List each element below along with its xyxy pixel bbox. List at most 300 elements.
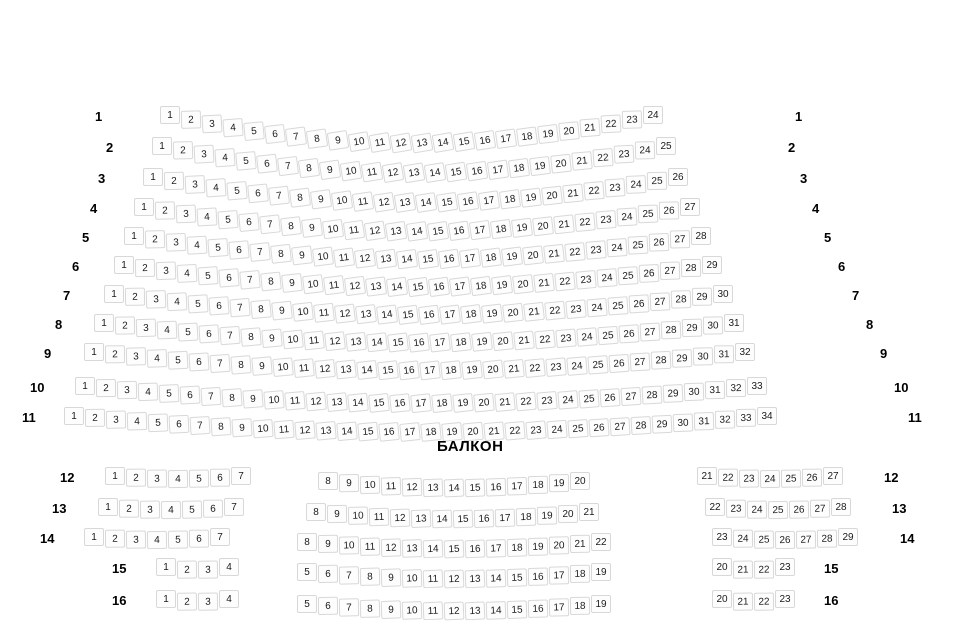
seat[interactable]: 12 [402, 478, 423, 497]
seat[interactable]: 12 [334, 303, 356, 323]
seat[interactable]: 20 [550, 154, 572, 174]
seat[interactable]: 17 [410, 393, 432, 413]
seat[interactable]: 16 [398, 360, 420, 380]
seat[interactable]: 20 [512, 274, 534, 294]
seat[interactable]: 9 [301, 218, 323, 238]
seat[interactable]: 4 [187, 236, 208, 255]
seat[interactable]: 8 [250, 299, 272, 319]
seat[interactable]: 20 [473, 393, 495, 413]
seat[interactable]: 3 [156, 261, 177, 280]
seat[interactable]: 30 [684, 382, 705, 401]
seat[interactable]: 31 [705, 381, 725, 399]
seat[interactable]: 21 [570, 535, 590, 553]
seat[interactable]: 10 [340, 161, 363, 182]
seat[interactable]: 15 [507, 600, 528, 619]
seat[interactable]: 22 [592, 148, 613, 167]
seat[interactable]: 23 [575, 270, 597, 290]
seat[interactable]: 7 [239, 270, 261, 290]
seat[interactable]: 6 [208, 296, 229, 315]
seat[interactable]: 28 [831, 498, 851, 516]
seat[interactable]: 10 [272, 357, 294, 377]
seat[interactable]: 10 [348, 131, 371, 152]
seat[interactable]: 1 [98, 498, 118, 516]
seat[interactable]: 7 [339, 566, 359, 584]
seat[interactable]: 14 [406, 221, 428, 242]
seat[interactable]: 18 [570, 597, 590, 615]
seat[interactable]: 20 [541, 186, 563, 206]
seat[interactable]: 24 [626, 175, 647, 194]
seat[interactable]: 4 [177, 264, 198, 283]
seat[interactable]: 3 [106, 410, 126, 428]
seat[interactable]: 1 [84, 528, 104, 546]
seat[interactable]: 13 [335, 359, 357, 379]
seat[interactable]: 21 [553, 214, 575, 234]
seat[interactable]: 7 [219, 326, 240, 345]
seat[interactable]: 24 [596, 268, 617, 288]
seat[interactable]: 33 [747, 377, 767, 395]
seat[interactable]: 28 [681, 259, 701, 277]
seat[interactable]: 18 [499, 189, 521, 210]
seat[interactable]: 19 [520, 187, 542, 207]
seat[interactable]: 23 [739, 470, 759, 488]
seat[interactable]: 3 [140, 501, 160, 519]
seat[interactable]: 24 [733, 530, 753, 548]
seat[interactable]: 2 [96, 379, 116, 397]
seat[interactable]: 5 [297, 563, 317, 581]
seat[interactable]: 11 [352, 191, 374, 212]
seat[interactable]: 4 [222, 118, 243, 137]
seat[interactable]: 3 [202, 114, 223, 133]
seat[interactable]: 23 [622, 110, 643, 129]
seat[interactable]: 23 [604, 178, 625, 197]
seat[interactable]: 11 [360, 537, 381, 556]
seat[interactable]: 32 [726, 379, 746, 397]
seat[interactable]: 13 [465, 601, 486, 620]
seat[interactable]: 19 [537, 124, 559, 144]
seat[interactable]: 8 [240, 327, 261, 347]
seat[interactable]: 13 [345, 332, 367, 352]
seat[interactable]: 11 [369, 508, 390, 527]
seat[interactable]: 21 [733, 593, 753, 611]
seat[interactable]: 8 [360, 599, 381, 618]
seat[interactable]: 17 [419, 360, 441, 380]
seat[interactable]: 19 [511, 218, 533, 238]
seat[interactable]: 18 [516, 126, 538, 146]
seat[interactable]: 15 [445, 162, 468, 183]
seat[interactable]: 12 [373, 192, 396, 213]
seat[interactable]: 21 [533, 273, 555, 293]
seat[interactable]: 25 [607, 296, 628, 315]
seat[interactable]: 4 [167, 292, 188, 311]
seat[interactable]: 10 [360, 476, 380, 494]
seat[interactable]: 20 [570, 472, 590, 490]
seat[interactable]: 21 [562, 183, 584, 203]
seat[interactable]: 12 [390, 509, 411, 528]
seat[interactable]: 25 [656, 137, 676, 155]
seat[interactable]: 26 [599, 388, 620, 407]
seat[interactable]: 9 [281, 273, 303, 293]
seat[interactable]: 15 [368, 393, 390, 413]
seat[interactable]: 16 [418, 305, 440, 325]
seat[interactable]: 9 [319, 159, 341, 180]
seat[interactable]: 13 [355, 304, 377, 324]
seat[interactable]: 9 [251, 356, 272, 376]
seat[interactable]: 8 [221, 388, 242, 407]
seat[interactable]: 17 [507, 477, 528, 496]
seat[interactable]: 8 [230, 355, 251, 375]
seat[interactable]: 16 [528, 567, 549, 586]
seat[interactable]: 21 [579, 118, 600, 137]
seat[interactable]: 25 [587, 355, 608, 375]
seat[interactable]: 21 [697, 467, 717, 485]
seat[interactable]: 12 [382, 162, 405, 183]
seat[interactable]: 21 [571, 151, 593, 171]
seat[interactable]: 6 [238, 212, 260, 232]
seat[interactable]: 3 [136, 319, 157, 338]
seat[interactable]: 27 [796, 531, 816, 549]
seat[interactable]: 17 [486, 539, 507, 558]
seat[interactable]: 8 [360, 567, 381, 586]
seat[interactable]: 1 [124, 227, 144, 245]
seat[interactable]: 27 [823, 467, 843, 485]
seat[interactable]: 17 [429, 332, 451, 352]
seat[interactable]: 30 [693, 347, 713, 366]
seat[interactable]: 24 [566, 356, 587, 376]
seat[interactable]: 31 [724, 314, 744, 332]
seat[interactable]: 4 [138, 382, 159, 401]
seat[interactable]: 16 [378, 422, 400, 442]
seat[interactable]: 3 [198, 561, 218, 579]
seat[interactable]: 7 [277, 156, 299, 176]
seat[interactable]: 19 [549, 474, 569, 492]
seat[interactable]: 32 [715, 410, 735, 428]
seat[interactable]: 6 [210, 469, 230, 487]
seat[interactable]: 24 [606, 238, 627, 257]
seat[interactable]: 16 [465, 539, 486, 558]
seat[interactable]: 7 [200, 387, 221, 406]
seat[interactable]: 1 [143, 168, 163, 186]
seat[interactable]: 10 [402, 569, 423, 588]
seat[interactable]: 12 [381, 538, 402, 557]
seat[interactable]: 22 [705, 498, 725, 516]
seat[interactable]: 13 [365, 276, 387, 296]
seat[interactable]: 26 [588, 418, 609, 437]
seat[interactable]: 21 [503, 359, 525, 379]
seat[interactable]: 16 [466, 161, 489, 182]
seat[interactable]: 23 [775, 558, 795, 576]
seat[interactable]: 7 [210, 528, 230, 546]
seat[interactable]: 27 [810, 500, 830, 518]
seat[interactable]: 33 [736, 409, 756, 427]
seat[interactable]: 9 [381, 568, 402, 587]
seat[interactable]: 23 [585, 240, 606, 260]
seat[interactable]: 4 [219, 590, 239, 608]
seat[interactable]: 1 [104, 285, 124, 303]
seat[interactable]: 2 [126, 469, 146, 487]
seat[interactable]: 26 [618, 324, 639, 343]
seat[interactable]: 20 [482, 359, 504, 379]
seat[interactable]: 22 [564, 242, 586, 262]
seat[interactable]: 13 [385, 221, 407, 242]
seat[interactable]: 24 [616, 207, 637, 226]
seat[interactable]: 8 [306, 503, 326, 521]
seat[interactable]: 16 [389, 393, 411, 413]
seat[interactable]: 22 [754, 561, 774, 579]
seat[interactable]: 1 [156, 590, 176, 608]
seat[interactable]: 9 [327, 505, 347, 523]
seat[interactable]: 4 [214, 148, 235, 167]
seat[interactable]: 1 [152, 137, 172, 155]
seat[interactable]: 22 [554, 272, 576, 292]
seat[interactable]: 24 [576, 327, 597, 347]
seat[interactable]: 16 [528, 599, 549, 618]
seat[interactable]: 15 [453, 131, 476, 152]
seat[interactable]: 15 [507, 568, 528, 587]
seat[interactable]: 10 [322, 219, 344, 240]
seat[interactable]: 7 [224, 498, 244, 516]
seat[interactable]: 27 [680, 198, 700, 216]
seat[interactable]: 21 [579, 503, 599, 521]
seat[interactable]: 30 [673, 413, 694, 432]
seat[interactable]: 8 [289, 187, 311, 207]
seat[interactable]: 22 [515, 392, 537, 412]
seat[interactable]: 29 [672, 349, 693, 368]
seat[interactable]: 32 [735, 343, 755, 361]
seat[interactable]: 7 [285, 126, 307, 146]
seat[interactable]: 6 [180, 386, 201, 405]
seat[interactable]: 2 [125, 288, 145, 306]
seat[interactable]: 19 [441, 422, 463, 442]
seat[interactable]: 23 [595, 210, 616, 229]
seat[interactable]: 19 [528, 537, 549, 556]
seat[interactable]: 11 [303, 330, 325, 350]
seat[interactable]: 28 [671, 290, 692, 309]
seat[interactable]: 17 [487, 159, 509, 180]
seat[interactable]: 19 [537, 506, 557, 524]
seat[interactable]: 8 [280, 216, 302, 236]
seat[interactable]: 20 [549, 536, 569, 554]
seat[interactable]: 19 [452, 393, 474, 413]
seat[interactable]: 13 [411, 132, 434, 153]
seat[interactable]: 1 [105, 467, 125, 485]
seat[interactable]: 15 [436, 192, 459, 213]
seat[interactable]: 16 [448, 220, 470, 241]
seat[interactable]: 19 [481, 303, 503, 323]
seat[interactable]: 17 [549, 598, 569, 616]
seat[interactable]: 16 [408, 332, 430, 352]
seat[interactable]: 8 [298, 158, 320, 179]
seat[interactable]: 20 [522, 245, 544, 265]
seat[interactable]: 19 [491, 275, 513, 295]
seat[interactable]: 16 [486, 478, 507, 497]
seat[interactable]: 10 [402, 601, 423, 620]
seat[interactable]: 6 [256, 154, 278, 174]
seat[interactable]: 12 [444, 602, 465, 621]
seat[interactable]: 5 [243, 121, 265, 141]
seat[interactable]: 17 [399, 422, 421, 442]
seat[interactable]: 6 [189, 530, 209, 548]
seat[interactable]: 15 [453, 510, 474, 529]
seat[interactable]: 18 [440, 360, 462, 380]
seat[interactable]: 29 [652, 415, 673, 434]
seat[interactable]: 14 [347, 393, 369, 413]
seat[interactable]: 25 [617, 266, 638, 285]
seat[interactable]: 25 [638, 205, 659, 224]
seat[interactable]: 18 [490, 219, 512, 240]
seat[interactable]: 20 [502, 303, 524, 323]
seat[interactable]: 21 [494, 392, 516, 412]
seat[interactable]: 20 [712, 590, 732, 608]
seat[interactable]: 1 [114, 256, 134, 274]
seat[interactable]: 22 [524, 358, 546, 378]
seat[interactable]: 18 [431, 393, 453, 413]
seat[interactable]: 30 [703, 316, 723, 334]
seat[interactable]: 22 [574, 212, 596, 232]
seat[interactable]: 18 [508, 158, 530, 179]
seat[interactable]: 11 [313, 303, 335, 323]
seat[interactable]: 4 [161, 501, 181, 519]
seat[interactable]: 23 [565, 299, 587, 319]
seat[interactable]: 25 [754, 531, 774, 549]
seat[interactable]: 5 [159, 384, 180, 403]
seat[interactable]: 25 [768, 501, 788, 519]
seat[interactable]: 11 [423, 601, 444, 620]
seat[interactable]: 16 [474, 509, 495, 528]
seat[interactable]: 4 [157, 321, 178, 340]
seat[interactable]: 19 [591, 595, 611, 613]
seat[interactable]: 9 [261, 328, 283, 348]
seat[interactable]: 22 [591, 533, 611, 551]
seat[interactable]: 19 [461, 360, 483, 380]
seat[interactable]: 14 [423, 539, 444, 558]
seat[interactable]: 14 [366, 332, 388, 352]
seat[interactable]: 3 [166, 233, 187, 252]
seat[interactable]: 3 [117, 381, 137, 399]
seat[interactable]: 12 [294, 420, 315, 440]
seat[interactable]: 10 [302, 274, 324, 294]
seat[interactable]: 1 [160, 106, 180, 124]
seat[interactable]: 10 [312, 246, 334, 266]
seat[interactable]: 28 [817, 530, 837, 548]
seat[interactable]: 26 [802, 469, 822, 487]
seat[interactable]: 22 [601, 114, 622, 133]
seat[interactable]: 20 [712, 558, 732, 576]
seat[interactable]: 6 [247, 183, 269, 203]
seat[interactable]: 20 [462, 422, 484, 442]
seat[interactable]: 7 [231, 467, 251, 485]
seat[interactable]: 5 [197, 266, 218, 285]
seat[interactable]: 22 [504, 421, 526, 441]
seat[interactable]: 12 [354, 248, 376, 269]
seat[interactable]: 13 [394, 192, 417, 213]
seat[interactable]: 22 [534, 330, 556, 350]
seat[interactable]: 27 [609, 417, 630, 436]
seat[interactable]: 26 [775, 531, 795, 549]
seat[interactable]: 6 [228, 240, 249, 260]
seat[interactable]: 28 [691, 227, 711, 245]
seat[interactable]: 16 [457, 191, 479, 212]
seat[interactable]: 5 [182, 501, 202, 519]
seat[interactable]: 5 [168, 531, 188, 549]
seat[interactable]: 26 [628, 294, 649, 313]
seat[interactable]: 12 [324, 331, 346, 351]
seat[interactable]: 28 [651, 351, 672, 370]
seat[interactable]: 23 [536, 391, 558, 411]
seat[interactable]: 1 [156, 558, 176, 576]
seat[interactable]: 27 [650, 292, 671, 311]
seat[interactable]: 2 [105, 345, 125, 363]
seat[interactable]: 21 [513, 330, 535, 350]
seat[interactable]: 13 [411, 509, 432, 528]
seat[interactable]: 24 [643, 106, 663, 124]
seat[interactable]: 23 [545, 357, 567, 377]
seat[interactable]: 3 [126, 531, 146, 549]
seat[interactable]: 7 [209, 354, 230, 373]
seat[interactable]: 15 [444, 540, 465, 559]
seat[interactable]: 24 [546, 420, 567, 440]
seat[interactable]: 15 [377, 360, 399, 380]
seat[interactable]: 14 [444, 479, 465, 498]
seat[interactable]: 22 [754, 593, 774, 611]
seat[interactable]: 6 [188, 352, 209, 371]
seat[interactable]: 6 [169, 415, 190, 434]
seat[interactable]: 14 [376, 304, 398, 324]
seat[interactable]: 10 [282, 330, 304, 350]
seat[interactable]: 6 [198, 324, 219, 343]
seat[interactable]: 25 [647, 172, 667, 190]
seat[interactable]: 10 [292, 302, 314, 322]
seat[interactable]: 12 [344, 276, 366, 296]
seat[interactable]: 6 [318, 597, 338, 615]
seat[interactable]: 17 [478, 190, 500, 211]
seat[interactable]: 5 [226, 181, 247, 201]
seat[interactable]: 14 [336, 421, 358, 441]
seat[interactable]: 4 [205, 178, 226, 197]
seat[interactable]: 18 [420, 422, 442, 442]
seat[interactable]: 23 [525, 420, 546, 440]
seat[interactable]: 23 [775, 590, 795, 608]
seat[interactable]: 9 [231, 418, 252, 437]
seat[interactable]: 26 [668, 168, 688, 186]
seat[interactable]: 15 [397, 305, 419, 325]
seat[interactable]: 8 [297, 533, 317, 551]
seat[interactable]: 1 [64, 407, 84, 425]
seat[interactable]: 6 [318, 565, 338, 583]
seat[interactable]: 27 [640, 323, 661, 342]
seat[interactable]: 28 [630, 416, 651, 435]
seat[interactable]: 9 [318, 535, 338, 553]
seat[interactable]: 28 [661, 321, 682, 340]
seat[interactable]: 15 [357, 422, 379, 442]
seat[interactable]: 14 [356, 360, 378, 380]
seat[interactable]: 20 [492, 331, 514, 351]
seat[interactable]: 3 [176, 205, 197, 224]
seat[interactable]: 12 [364, 220, 386, 241]
seat[interactable]: 23 [614, 145, 635, 164]
seat[interactable]: 25 [578, 389, 599, 409]
seat[interactable]: 12 [305, 392, 327, 412]
seat[interactable]: 23 [726, 500, 746, 518]
seat[interactable]: 8 [270, 244, 292, 264]
seat[interactable]: 12 [444, 570, 465, 589]
seat[interactable]: 2 [145, 230, 165, 248]
seat[interactable]: 8 [306, 128, 328, 149]
seat[interactable]: 29 [702, 256, 722, 274]
seat[interactable]: 11 [293, 358, 315, 378]
seat[interactable]: 7 [268, 186, 290, 206]
seat[interactable]: 18 [480, 247, 502, 267]
seat[interactable]: 12 [314, 359, 336, 379]
